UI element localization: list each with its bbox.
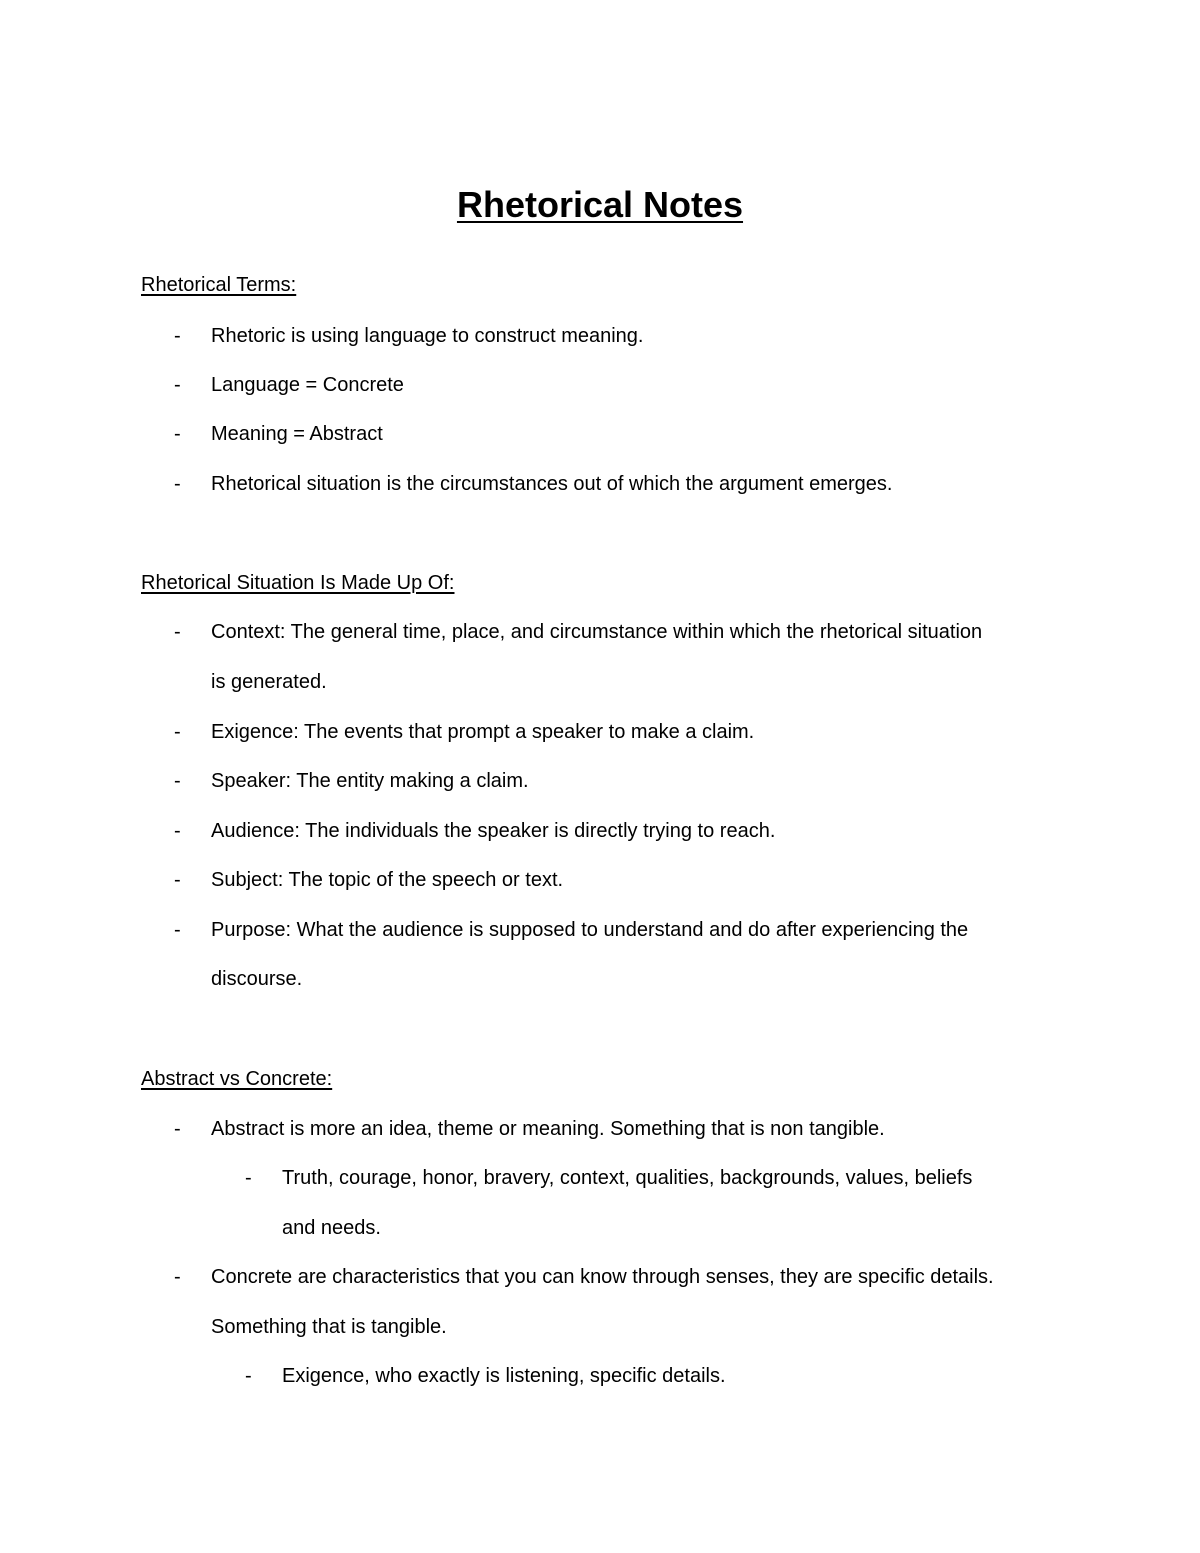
bullet-dash: -	[174, 325, 181, 347]
bullet-dash: -	[174, 820, 181, 842]
bullet-text-continuation: discourse.	[211, 968, 303, 990]
bullet-text: Abstract is more an idea, theme or meaning. Something that is non tangible.	[211, 1118, 885, 1140]
bullet-text: Meaning = Abstract	[211, 423, 383, 445]
bullet-text: Subject: The topic of the speech or text.	[211, 869, 564, 891]
sub-bullet-text-continuation: and needs.	[282, 1217, 381, 1239]
bullet-text: Rhetoric is using language to construct meaning.	[211, 325, 644, 347]
bullet-dash: -	[174, 919, 181, 941]
sub-bullet-text: Exigence, who exactly is listening, specific details.	[282, 1365, 726, 1387]
bullet-dash: -	[174, 473, 181, 495]
bullet-text: Exigence: The events that prompt a speaker to make a claim.	[211, 721, 755, 743]
sub-bullet-dash: -	[245, 1167, 252, 1189]
bullet-text: Concrete are characteristics that you can know through senses, they are specific details.	[211, 1266, 994, 1288]
bullet-dash: -	[174, 869, 181, 891]
document-title: Rhetorical Notes	[456, 184, 744, 225]
bullet-text-continuation: Something that is tangible.	[211, 1316, 447, 1338]
bullet-text: Purpose: What the audience is supposed to understand and do after experiencing the	[211, 919, 969, 941]
bullet-text: Rhetorical situation is the circumstances out of which the argument emerges.	[211, 473, 893, 495]
sub-bullet-text: Truth, courage, honor, bravery, context, qualities, backgrounds, values, beliefs	[282, 1167, 973, 1189]
bullet-dash: -	[174, 621, 181, 643]
section-heading-rhetorical-terms: Rhetorical Terms:	[141, 274, 297, 296]
bullet-text: Context: The general time, place, and circumstance within which the rhetorical situation	[211, 621, 983, 643]
bullet-text: Language = Concrete	[211, 374, 404, 396]
bullet-dash: -	[174, 423, 181, 445]
bullet-dash: -	[174, 1266, 181, 1288]
bullet-dash: -	[174, 1118, 181, 1140]
bullet-text: Audience: The individuals the speaker is directly trying to reach.	[211, 820, 776, 842]
section-heading-rhetorical-situation: Rhetorical Situation Is Made Up Of:	[141, 572, 455, 594]
bullet-text: Speaker: The entity making a claim.	[211, 770, 529, 792]
bullet-text-continuation: is generated.	[211, 671, 327, 693]
bullet-dash: -	[174, 721, 181, 743]
section-heading-abstract-vs-concrete: Abstract vs Concrete:	[141, 1068, 333, 1090]
sub-bullet-dash: -	[245, 1365, 252, 1387]
bullet-dash: -	[174, 770, 181, 792]
bullet-dash: -	[174, 374, 181, 396]
